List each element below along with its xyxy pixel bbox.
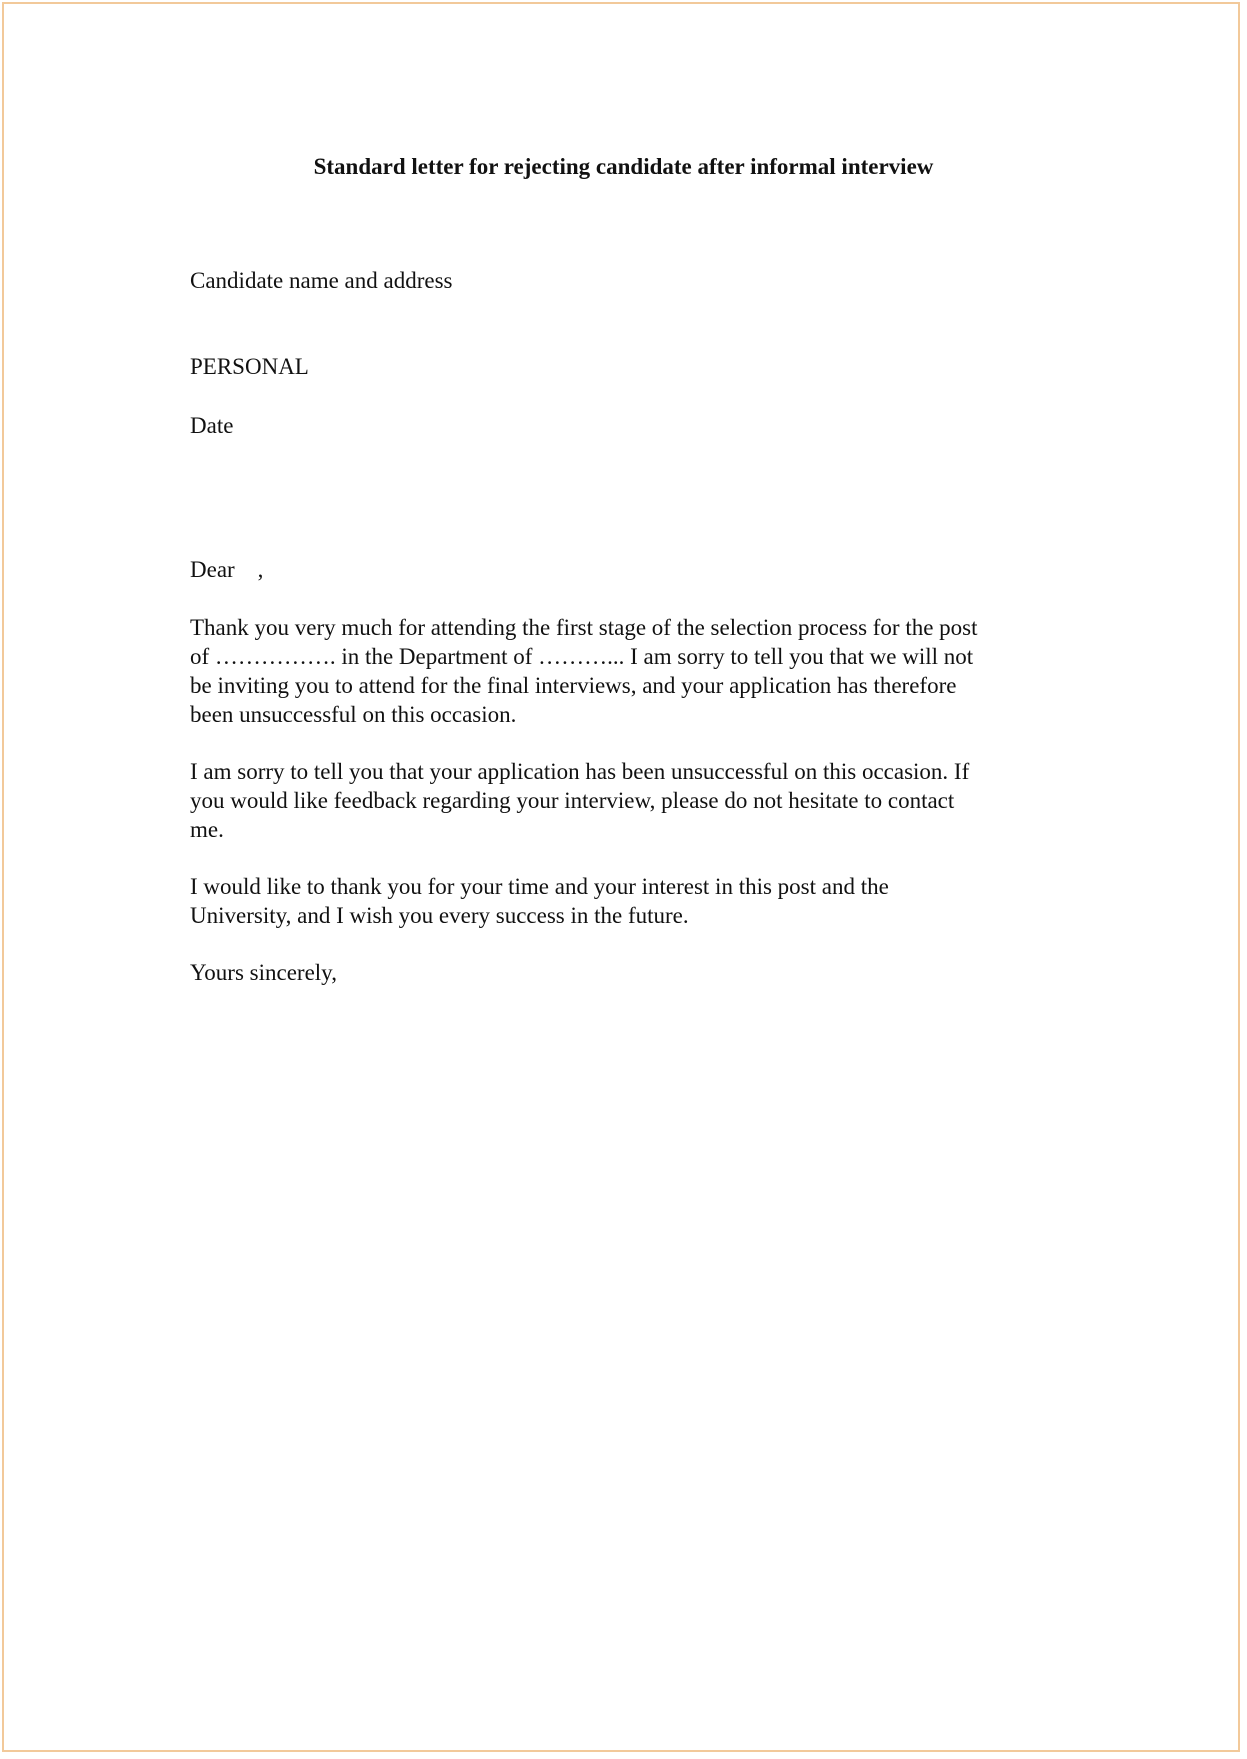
recipient-block: Candidate name and address <box>190 268 453 293</box>
paragraph-line: University, and I wish you every success in the future. <box>190 903 689 928</box>
paragraph-line: been unsuccessful on this occasion. <box>190 702 517 727</box>
date-label: Date <box>190 413 234 438</box>
salutation: Dear , <box>190 557 264 582</box>
body-paragraph-2 <box>190 757 1070 844</box>
closing: Yours sincerely, <box>190 960 337 985</box>
paragraph-line: of ……………. in the Department of ………... I am sorry to tell you that we will not <box>190 644 974 669</box>
body-paragraph-3 <box>190 872 1070 930</box>
paragraph-line: you would like feedback regarding your interview, please do not hesitate to contact <box>190 788 955 813</box>
paragraph-line: me. <box>190 817 224 842</box>
personal-marking: PERSONAL <box>190 354 309 379</box>
paragraph-line: I would like to thank you for your time and your interest in this post and the <box>190 874 889 899</box>
paragraph-line: I am sorry to tell you that your application has been unsuccessful on this occasion. If <box>190 759 970 784</box>
paragraph-line: be inviting you to attend for the final interviews, and your application has therefore <box>190 673 957 698</box>
letter-title: Standard letter for rejecting candidate after informal interview <box>313 154 934 179</box>
body-paragraph-1 <box>190 613 1070 729</box>
paragraph-line: Thank you very much for attending the first stage of the selection process for the post <box>190 615 978 640</box>
